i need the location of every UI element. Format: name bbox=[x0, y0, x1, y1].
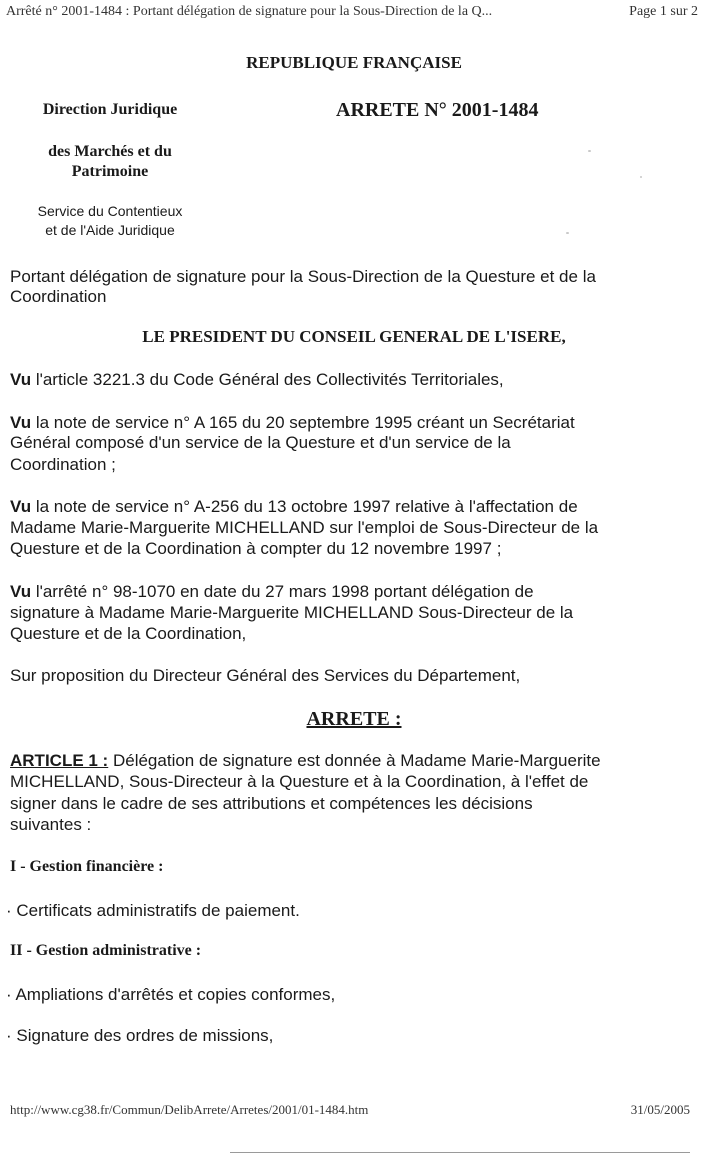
section-2-item-1: · Ampliations d'arrêtés et copies conformes, bbox=[6, 985, 336, 1004]
section-2-heading: II - Gestion administrative : bbox=[10, 942, 202, 959]
service-line-1: Service du Contentieux bbox=[37, 203, 183, 219]
vu-word: Vu bbox=[10, 582, 32, 601]
article-1-line-3: signer dans le cadre de ses attributions et compétences les décisions bbox=[10, 794, 533, 813]
vu-text: l'arrêté n° 98-1070 en date du 27 mars 1998 portant délégation de bbox=[35, 582, 534, 601]
vu-paragraph-3-line-2: Madame Marie-Marguerite MICHELLAND sur l'emploi de Sous-Directeur de la bbox=[10, 518, 599, 537]
scan-speck bbox=[588, 150, 591, 152]
subject-line-2: Coordination bbox=[10, 287, 107, 306]
article-1-text: Délégation de signature est donnée à Madame Marie-Marguerite bbox=[112, 751, 601, 770]
vu-paragraph-4-line-3: Questure et de la Coordination, bbox=[10, 624, 247, 643]
vu-paragraph-3-line-3: Questure et de la Coordination à compter du 12 novembre 1997 ; bbox=[10, 539, 502, 558]
vu-text: la note de service n° A 165 du 20 septembre 1995 créant un Secrétariat bbox=[35, 413, 575, 432]
bottom-scan-rule bbox=[230, 1152, 690, 1153]
republic-heading: REPUBLIQUE FRANÇAISE bbox=[246, 53, 462, 72]
vu-paragraph-2-line-1 bbox=[10, 413, 575, 433]
vu-word: Vu bbox=[10, 413, 32, 432]
print-footer-date: 31/05/2005 bbox=[630, 1102, 690, 1117]
vu-paragraph-1 bbox=[10, 370, 504, 390]
vu-paragraph-2-line-3: Coordination ; bbox=[10, 455, 116, 474]
print-header-page: Page 1 sur 2 bbox=[629, 4, 698, 19]
vu-paragraph-2-line-2: Général composé d'un service de la Questure et d'un service de la bbox=[10, 433, 511, 452]
vu-paragraph-3-line-1 bbox=[10, 497, 578, 517]
direction-line-2: des Marchés et du bbox=[48, 143, 172, 160]
section-2-item-2: · Signature des ordres de missions, bbox=[6, 1026, 274, 1045]
vu-word: Vu bbox=[10, 497, 32, 516]
vu-paragraph-4-line-1 bbox=[10, 582, 534, 602]
service-line-2: et de l'Aide Juridique bbox=[45, 222, 175, 238]
direction-line-1: Direction Juridique bbox=[42, 101, 178, 118]
article-1-label: ARTICLE 1 : bbox=[10, 751, 109, 770]
section-1-heading: I - Gestion financière : bbox=[10, 858, 164, 875]
vu-word: Vu bbox=[10, 370, 32, 389]
vu-text: la note de service n° A-256 du 13 octobre 1997 relative à l'affectation de bbox=[35, 497, 578, 516]
print-footer-url: http://www.cg38.fr/Commun/DelibArrete/Arretes/2001/01-1484.htm bbox=[10, 1102, 369, 1117]
article-1-line-2: MICHELLAND, Sous-Directeur à la Questure et à la Coordination, à l'effet de bbox=[10, 772, 589, 791]
print-header-title: Arrêté n° 2001-1484 : Portant délégation de signature pour la Sous-Direction de la Q... bbox=[6, 4, 493, 19]
article-1-line-4: suivantes : bbox=[10, 815, 92, 834]
article-1-line-1 bbox=[10, 751, 601, 771]
scan-speck bbox=[566, 232, 569, 234]
proposition-paragraph: Sur proposition du Directeur Général des Services du Département, bbox=[10, 666, 521, 685]
arrete-heading: ARRETE : bbox=[306, 708, 402, 730]
direction-line-3: Patrimoine bbox=[71, 163, 149, 180]
vu-text: l'article 3221.3 du Code Général des Collectivités Territoriales, bbox=[35, 370, 504, 389]
vu-paragraph-4-line-2: signature à Madame Marie-Marguerite MICHELLAND Sous-Directeur de la bbox=[10, 603, 574, 622]
scan-speck bbox=[640, 176, 642, 178]
arrete-number: ARRETE N° 2001-1484 bbox=[336, 99, 539, 121]
subject-line-1: Portant délégation de signature pour la Sous-Direction de la Questure et de la bbox=[10, 267, 596, 286]
section-1-item-1: · Certificats administratifs de paiement. bbox=[6, 901, 300, 920]
president-heading: LE PRESIDENT DU CONSEIL GENERAL DE L'ISERE, bbox=[142, 327, 566, 346]
